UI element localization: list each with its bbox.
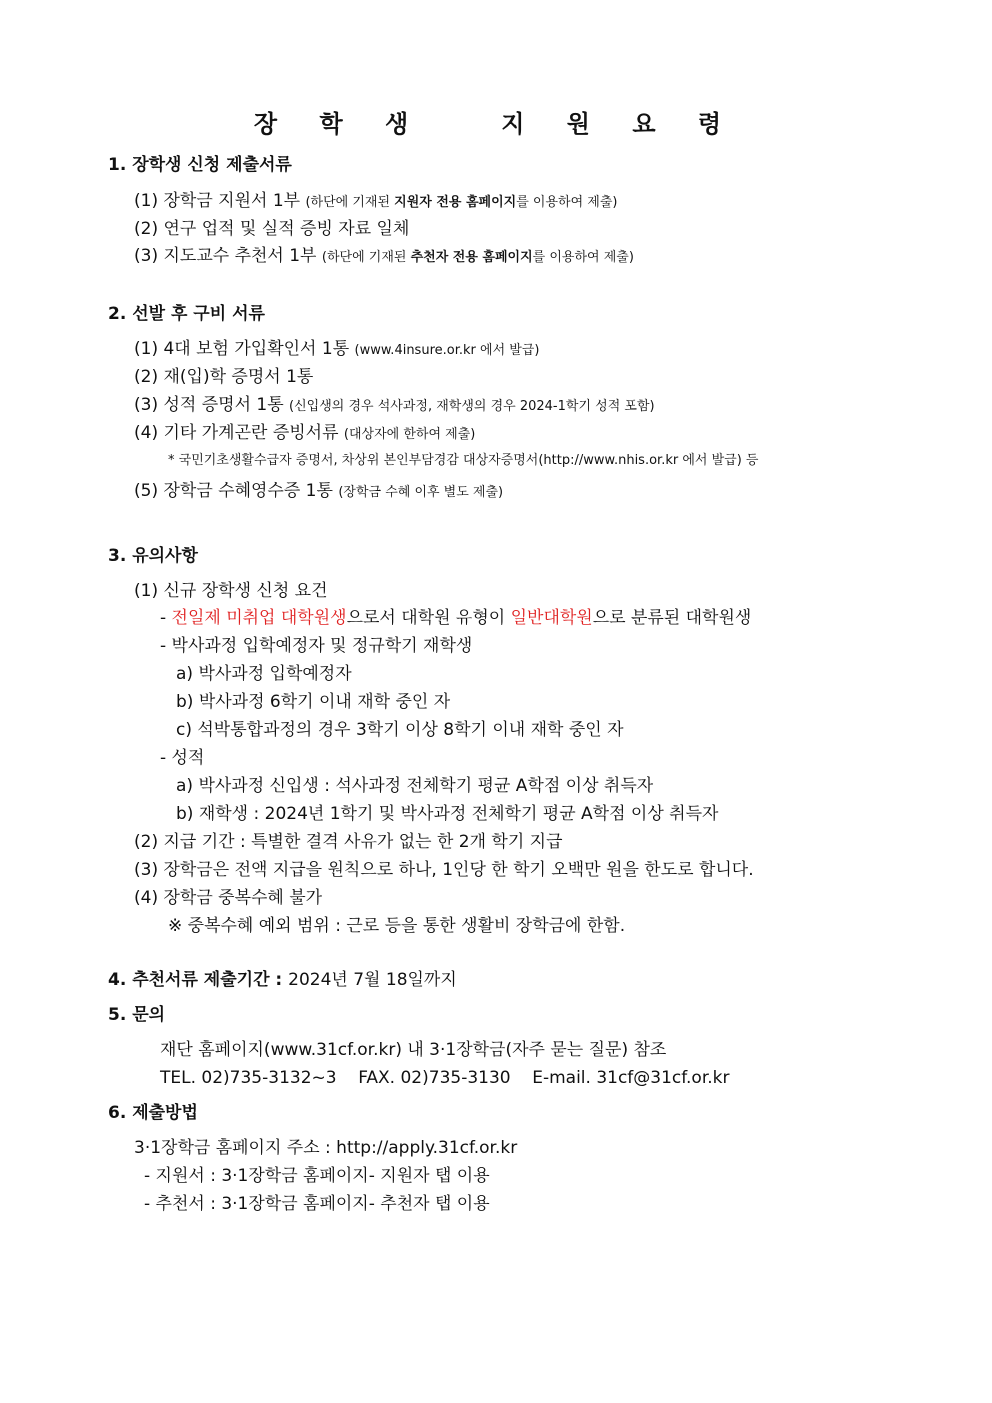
- s2-item-4-main: (4) 기타 가계곤란 증빙서류: [134, 423, 344, 443]
- s2-item-1-note: (www.4insure.or.kr 에서 발급): [354, 343, 540, 358]
- s1-item-1: [134, 190, 617, 214]
- s1-item-1-note-a: (하단에 기재된: [305, 195, 395, 210]
- s2-item-5-note: (장학금 수혜 이후 별도 제출): [338, 485, 504, 500]
- s1-item-1-note-b: 지원자 전용 홈페이지: [394, 195, 517, 210]
- s1-item-2: (2) 연구 업적 및 실적 증빙 자료 일체: [134, 219, 410, 239]
- section-4: [108, 969, 457, 991]
- s3-item-4: (4) 장학금 중복수혜 불가: [134, 888, 323, 908]
- s5-line-2: TEL. 02)735-3132~3 FAX. 02)735-3130 E-mail. 31cf@31cf.or.kr: [160, 1068, 730, 1088]
- s3-req-3a: a) 박사과정 신입생 : 석사과정 전체학기 평균 A학점 이상 취득자: [176, 776, 654, 796]
- s3-req-2c: c) 석박통합과정의 경우 3학기 이상 8학기 이내 재학 중인 자: [176, 720, 624, 740]
- s3-req-1-highlight-a: 전일제 미취업 대학원생: [171, 608, 347, 628]
- s3-req-3: - 성적: [160, 748, 205, 768]
- section-4-heading: 4. 추천서류 제출기간 :: [108, 970, 289, 990]
- s1-item-1-note-c: 를 이용하여 제출): [516, 195, 618, 210]
- section-6-heading: 6. 제출방법: [108, 1103, 198, 1123]
- s1-item-3-note-c: 를 이용하여 제출): [532, 250, 634, 265]
- s3-req-1-text-b: 으로 분류된 대학원생: [592, 608, 752, 628]
- section-3-heading: 3. 유의사항: [108, 546, 198, 566]
- s1-item-3: [134, 245, 634, 269]
- s2-item-4-sub: * 국민기초생활수급자 증명서, 차상위 본인부담경감 대상자증명서(http://www.nhis.or.kr 에서 발급) 등: [168, 453, 759, 468]
- s3-item-4-note: ※ 중복수혜 예외 범위 : 근로 등을 통한 생활비 장학금에 한함.: [168, 916, 626, 936]
- s5-line-1: 재단 홈페이지(www.31cf.or.kr) 내 3·1장학금(자주 묻는 질문) 참조: [160, 1040, 667, 1060]
- s3-item-3: (3) 장학금은 전액 지급을 원칙으로 하나, 1인당 한 학기 오백만 원을 한도로 합니다.: [134, 860, 754, 880]
- section-4-value: 2024년 7월 18일까지: [288, 970, 457, 990]
- s3-req-3b: b) 재학생 : 2024년 1학기 및 박사과정 전체학기 평균 A학점 이상 취득자: [176, 804, 719, 824]
- s3-req-2a: a) 박사과정 입학예정자: [176, 664, 352, 684]
- s2-item-1-main: (1) 4대 보험 가입확인서 1통: [134, 339, 355, 359]
- s1-item-3-main: (3) 지도교수 추천서 1부: [134, 246, 322, 266]
- s1-item-3-note-a: (하단에 기재된: [321, 250, 411, 265]
- s3-req-2b: b) 박사과정 6학기 이내 재학 중인 자: [176, 692, 451, 712]
- s2-item-3: [134, 394, 655, 418]
- section-1-heading: 1. 장학생 신청 제출서류: [108, 155, 292, 175]
- s3-req-1-highlight-b: 일반대학원: [510, 608, 593, 628]
- s2-item-5: [134, 480, 503, 504]
- s2-item-1: [134, 338, 539, 362]
- section-5-heading: 5. 문의: [108, 1005, 166, 1025]
- s2-item-5-main: (5) 장학금 수혜영수증 1통: [134, 481, 339, 501]
- s2-item-3-note: (신입생의 경우 석사과정, 재학생의 경우 2024-1학기 성적 포함): [289, 399, 655, 414]
- s1-item-1-main: (1) 장학금 지원서 1부: [134, 191, 306, 211]
- s2-item-4-note: (대상자에 한하여 제출): [343, 427, 476, 442]
- s6-line-3: - 추천서 : 3·1장학금 홈페이지- 추천자 탭 이용: [144, 1194, 490, 1214]
- s3-req-1: [160, 607, 751, 629]
- s3-req-1-dash: -: [160, 608, 172, 628]
- s3-req-1-text-a: 으로서 대학원 유형이: [346, 608, 511, 628]
- document-title: 장 학 생 지 원 요 령: [253, 110, 739, 138]
- s2-item-4: [134, 422, 475, 446]
- s6-line-2: - 지원서 : 3·1장학금 홈페이지- 지원자 탭 이용: [144, 1166, 490, 1186]
- s2-item-2: (2) 재(입)학 증명서 1통: [134, 367, 314, 387]
- s6-line-1: 3·1장학금 홈페이지 주소 : http://apply.31cf.or.kr: [134, 1138, 518, 1158]
- s1-item-3-note-b: 추천자 전용 홈페이지: [410, 250, 533, 265]
- s2-item-3-main: (3) 성적 증명서 1통: [134, 395, 290, 415]
- s3-req-2: - 박사과정 입학예정자 및 정규학기 재학생: [160, 636, 473, 656]
- section-2-heading: 2. 선발 후 구비 서류: [108, 304, 265, 324]
- s3-item-2: (2) 지급 기간 : 특별한 결격 사유가 없는 한 2개 학기 지급: [134, 832, 563, 852]
- s3-item-1: (1) 신규 장학생 신청 요건: [134, 581, 328, 601]
